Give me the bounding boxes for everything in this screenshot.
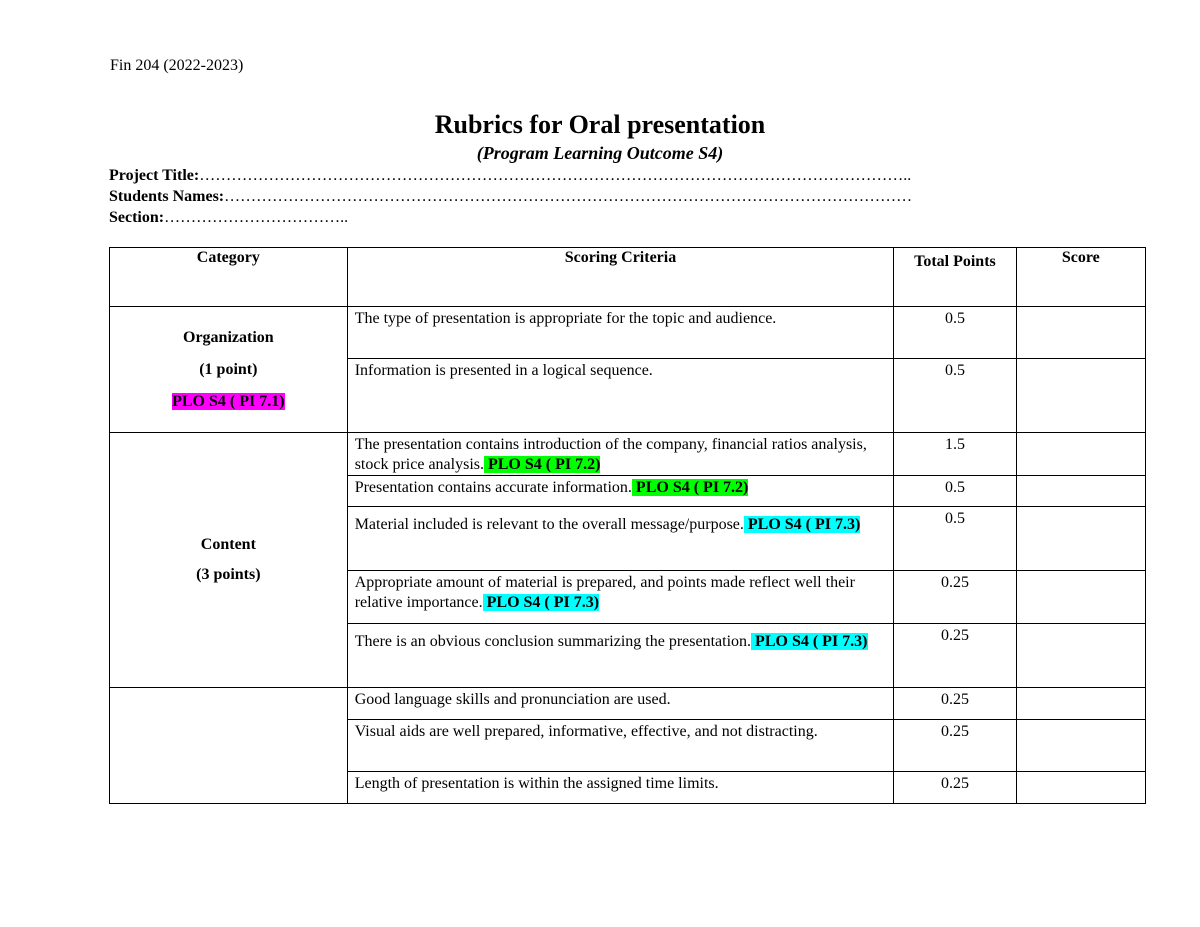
criteria-cell [347,433,894,476]
criteria-text: Material included is relevant to the overall message/purpose. [354,516,744,533]
points-cell: 0.5 [894,307,1016,359]
table-row [110,688,1146,720]
score-cell[interactable] [1016,571,1145,624]
section-label: Section: [109,209,165,226]
criteria-cell [347,571,894,624]
score-cell[interactable] [1016,507,1145,571]
rubric-table [109,247,1146,804]
points-cell: 0.25 [894,688,1016,720]
table-row [110,433,1146,476]
score-cell[interactable] [1016,624,1145,688]
points-cell: 0.5 [894,476,1016,507]
table-header-row [110,248,1146,307]
students-names-label: Students Names: [109,188,225,205]
category-header: Category [110,248,348,307]
section-dots: …………………………….. [164,209,349,226]
project-title-dots: …………………………………………………………………………………………………………………….. [199,167,912,184]
project-title-field[interactable] [109,167,1059,185]
points-cell: 0.25 [894,624,1016,688]
score-cell[interactable] [1016,688,1145,720]
category-organization [110,307,348,433]
criteria-cell: Visual aids are well prepared, informative, effective, and not distracting. [347,720,894,772]
category-name: Organization [183,328,274,346]
score-cell[interactable] [1016,359,1145,433]
category-empty [110,688,348,804]
criteria-cell: Good language skills and pronunciation are used. [347,688,894,720]
plo-tag: PLO S4 ( PI 7.3) [743,516,861,533]
criteria-header: Scoring Criteria [347,248,894,307]
criteria-cell [347,476,894,507]
table-row [110,307,1146,359]
plo-tag: PLO S4 ( PI 7.2) [631,479,749,496]
plo-tag: PLO S4 ( PI 7.1) [172,392,285,410]
criteria-text: The presentation contains introduction of the company, financial ratios analysis, stock price analysis. [354,436,867,473]
points-cell: 0.25 [894,571,1016,624]
plo-tag: PLO S4 ( PI 7.3) [482,594,600,611]
category-name: Content [200,536,256,553]
project-title-label: Project Title: [109,167,200,184]
points-cell: 0.5 [894,359,1016,433]
plo-tag: PLO S4 ( PI 7.3) [751,633,868,650]
points-cell: 0.25 [894,720,1016,772]
points-cell: 0.5 [894,507,1016,571]
criteria-cell [347,624,894,688]
section-field[interactable] [109,209,1059,227]
criteria-text: Presentation contains accurate information. [354,479,632,496]
score-cell[interactable] [1016,772,1145,804]
criteria-cell [347,507,894,571]
students-names-field[interactable] [109,188,1059,206]
criteria-cell: Information is presented in a logical sequence. [347,359,894,433]
score-cell[interactable] [1016,433,1145,476]
category-content [110,433,348,688]
score-cell[interactable] [1016,307,1145,359]
points-cell: 0.25 [894,772,1016,804]
score-cell[interactable] [1016,476,1145,507]
score-cell[interactable] [1016,720,1145,772]
criteria-cell: Length of presentation is within the assigned time limits. [347,772,894,804]
document-subtitle: (Program Learning Outcome S4) [476,143,724,163]
document-title: Rubrics for Oral presentation [434,110,766,139]
students-names-dots: ………………………………………………………………………………………………………………… [224,188,913,205]
criteria-cell: The type of presentation is appropriate for the topic and audience. [347,307,894,359]
criteria-text: There is an obvious conclusion summarizing the presentation. [354,633,752,650]
score-header: Score [1016,248,1145,307]
plo-tag: PLO S4 ( PI 7.2) [483,456,601,473]
category-points: (1 point) [199,360,258,378]
points-cell: 1.5 [894,433,1016,476]
total-points-header: Total Points [894,248,1016,307]
category-points: (3 points) [196,566,261,583]
course-header: Fin 204 (2022-2023) [110,57,244,74]
criteria-text: Appropriate amount of material is prepared, and points made reflect well their relative importance. [354,574,855,611]
